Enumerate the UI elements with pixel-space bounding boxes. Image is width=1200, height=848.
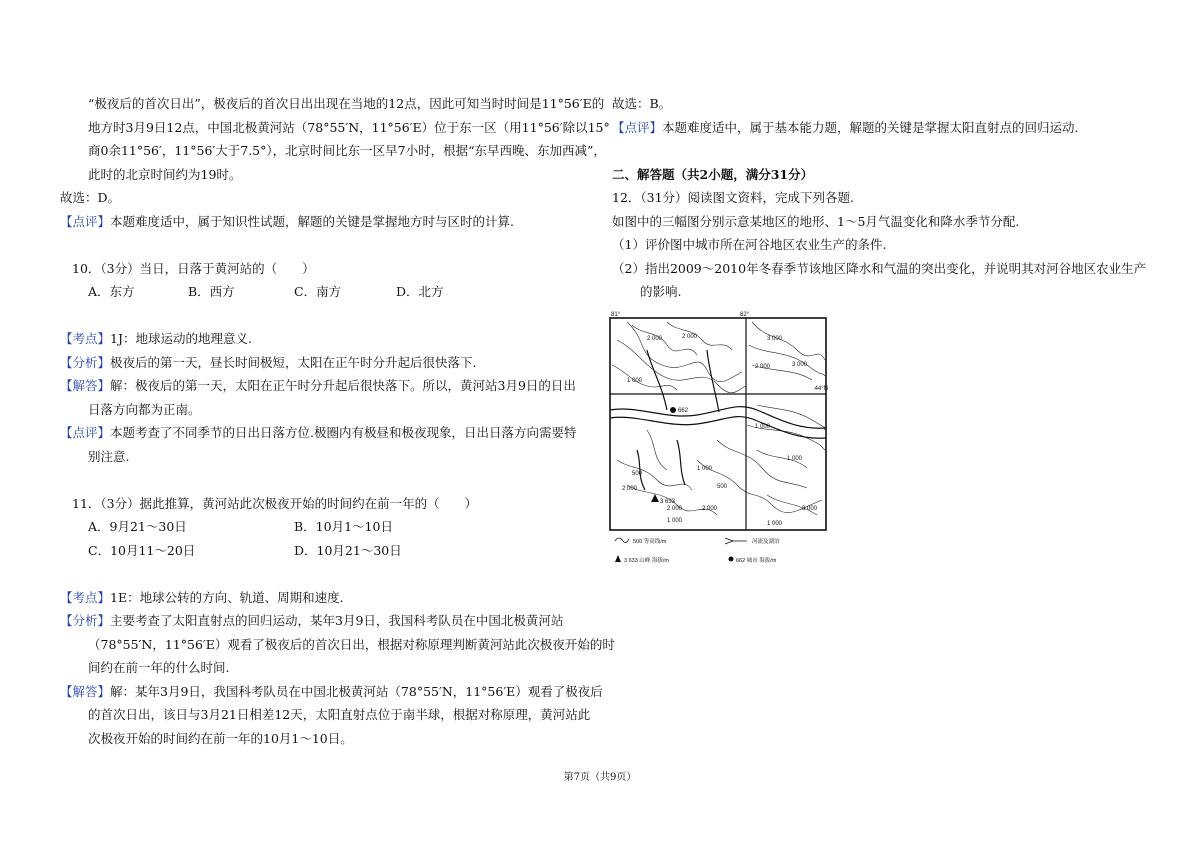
map-legend: [615, 537, 780, 564]
legend-river: 河流及湖泊: [752, 539, 780, 545]
left-column: [60, 92, 615, 750]
q10-options: [60, 280, 595, 304]
lat-label-44n: 44°N: [814, 386, 828, 392]
lon-label-81: 81°: [611, 312, 621, 318]
contour-label: 3 000: [767, 336, 783, 342]
city-elevation: 662: [678, 408, 689, 414]
q10-option-b: B．西方: [188, 284, 235, 299]
contour-label: 500: [632, 471, 643, 477]
p1-comment: [60, 210, 595, 234]
kaodian-text: 1J：地球运动的地理意义.: [110, 331, 252, 346]
comment-tag: 【点评】: [612, 119, 663, 135]
p1-answer: 故选：D。: [60, 190, 121, 205]
q10-dianping-line-2: 别注意.: [88, 448, 130, 464]
section-title: 二、解答题（共2小题，满分31分）: [612, 166, 814, 182]
kaodian-text: 1E：地球公转的方向、轨道、周期和速度.: [110, 589, 344, 605]
fenxi-tag: 【分析】: [60, 613, 111, 628]
dianping-tag: 【点评】: [60, 425, 111, 440]
p1-line-2: 地方时3月9日12点，中国北极黄河站（78°55′N，11°56′E）位于东一区（用11°56′除以15°: [88, 119, 610, 135]
kaodian-tag: 【考点】: [60, 331, 111, 346]
contour-label: 2 000: [682, 334, 698, 340]
q11-options-row-1: [60, 515, 595, 539]
q11-comment: [612, 116, 1147, 140]
q10-jieda: [60, 374, 595, 398]
jieda-text: 解：某年3月9日，我国科考队员在中国北极黄河站（78°55′N，11°56′E）观看了极夜后: [110, 683, 603, 699]
p1-line-4: 此时的北京时间约为19时。: [88, 166, 242, 182]
q11-options-row-2: [60, 539, 595, 563]
q11-jieda-line-2: 的首次日出，该日与3月21日相差12天，太阳直射点位于南半球，根据对称原理，黄河站此: [88, 707, 591, 722]
q10-kaodian: [60, 327, 595, 351]
comment-text: 本题难度适中，属于知识性试题，解题的关键是掌握地方时与区时的计算.: [110, 213, 514, 229]
fenxi-text: 主要考查了太阳直射点的回归运动，某年3月9日，我国科考队员在中国北极黄河站: [110, 613, 564, 628]
fenxi-text: 极夜后的第一天，昼长时间极短，太阳在正午时分升起后很快落下.: [110, 354, 477, 370]
q11-option-a: A．9月21～30日: [88, 519, 187, 534]
jieda-text: 解：极夜后的第一天，太阳在正午时分升起后很快落下。所以，黄河站3月9日的日出: [110, 378, 576, 393]
contour-label: 3 000: [802, 506, 818, 512]
kaodian-tag: 【考点】: [60, 589, 111, 605]
q11-jieda-line-3: 次极夜开始的时间约在前一年的10月1～10日。: [88, 730, 353, 746]
q11-fenxi: [60, 609, 595, 633]
river-legend-icon: [725, 538, 747, 544]
contour-label: 1 000: [755, 424, 771, 430]
contour-label: 2 000: [755, 364, 771, 370]
contour-legend-icon: [615, 538, 629, 543]
q10-option-d: D．北方: [396, 284, 444, 299]
q12-sub2-line-2: 的影响.: [640, 284, 682, 299]
q10-option-c: C．南方: [294, 284, 342, 299]
contour-label: 1 000: [787, 456, 803, 462]
q10-dianping: [60, 421, 595, 445]
lon-label-82: 82°: [740, 312, 750, 318]
q10-option-a: A．东方: [88, 284, 135, 299]
contour-label: 1 000: [697, 466, 713, 472]
contour-label: 3 000: [792, 362, 808, 368]
contour-label: 1 000: [667, 518, 683, 524]
q11-stem: 11．（3分）据此推算，黄河站此次极夜开始的时间约在前一年的（ ）: [72, 495, 478, 511]
q11-fenxi-line-2: （78°55′N，11°56′E）观看了极夜后的首次日出，根据对称原理判断黄河站此次极夜开始的时: [88, 636, 615, 652]
topographic-map: [607, 310, 829, 566]
contour-label: 2 000: [622, 486, 638, 492]
peak-legend-icon: [615, 555, 621, 562]
right-column: [612, 92, 1147, 304]
contour-label: 1 000: [627, 378, 643, 384]
contour-label: 2 000: [647, 336, 663, 342]
q10-fenxi: [60, 351, 595, 375]
q12-intro: 如图中的三幅图分别示意某地区的地形、1～5月气温变化和降水季节分配.: [612, 213, 1020, 229]
q11-option-d: D．10月21～30日: [294, 542, 402, 558]
q11-fenxi-line-3: 间约在前一年的什么时间.: [88, 660, 230, 675]
p1-line-1: “极夜后的首次日出”，极夜后的首次日出出现在当地的12点，因此可知当时时间是11°56′E的: [88, 96, 605, 111]
p1-line-3: 商0余11°56′，11°56′大于7.5°），北京时间比东一区早7小时，根据“东早西晚、东加西减”，: [88, 143, 606, 158]
contour-label: 2 000: [667, 506, 683, 512]
q10-jieda-line-2: 日落方向都为正南。: [88, 401, 201, 417]
contour-label: 500: [717, 484, 728, 490]
dianping-text: 本题考查了不同季节的日出日落方位.极圈内有极昼和极夜现象，日出日落方向需要特: [110, 425, 577, 440]
city-legend-icon: [729, 557, 734, 562]
jieda-tag: 【解答】: [60, 683, 111, 699]
peak-elevation: 3 633: [660, 499, 676, 505]
comment-text: 本题难度适中，属于基本能力题，解题的关键是掌握太阳直射点的回归运动.: [662, 119, 1079, 135]
contour-label: 2 000: [702, 506, 718, 512]
q11-jieda: [60, 680, 603, 704]
q10-stem: 10．（3分）当日，日落于黄河站的（ ）: [72, 260, 315, 276]
q11-option-c: C．10月11～20日: [88, 542, 196, 558]
fenxi-tag: 【分析】: [60, 354, 111, 370]
legend-peak: 3 633 山峰 海拔/m: [624, 558, 669, 564]
page-footer: 第7页（共9页）: [563, 772, 637, 783]
contour-label: 1 000: [767, 521, 783, 527]
legend-contour: 500 等高线/m: [633, 539, 667, 545]
q12-sub1: （1）评价图中城市所在河谷地区农业生产的条件.: [612, 237, 887, 252]
q11-option-b: B．10月1～10日: [294, 519, 393, 534]
q12-sub2: （2）指出2009～2010年冬春季节该地区降水和气温的突出变化，并说明其对河谷地区农业生产: [612, 260, 1147, 276]
jieda-tag: 【解答】: [60, 378, 111, 393]
q12-stem: 12．（31分）阅读图文资料，完成下列各题.: [612, 190, 855, 205]
city-marker: [670, 407, 676, 413]
legend-city: 662 城市 海拔/m: [736, 558, 777, 564]
q11-answer: 故选：B。: [612, 96, 672, 111]
comment-tag: 【点评】: [60, 213, 111, 229]
q11-kaodian: [60, 586, 595, 610]
